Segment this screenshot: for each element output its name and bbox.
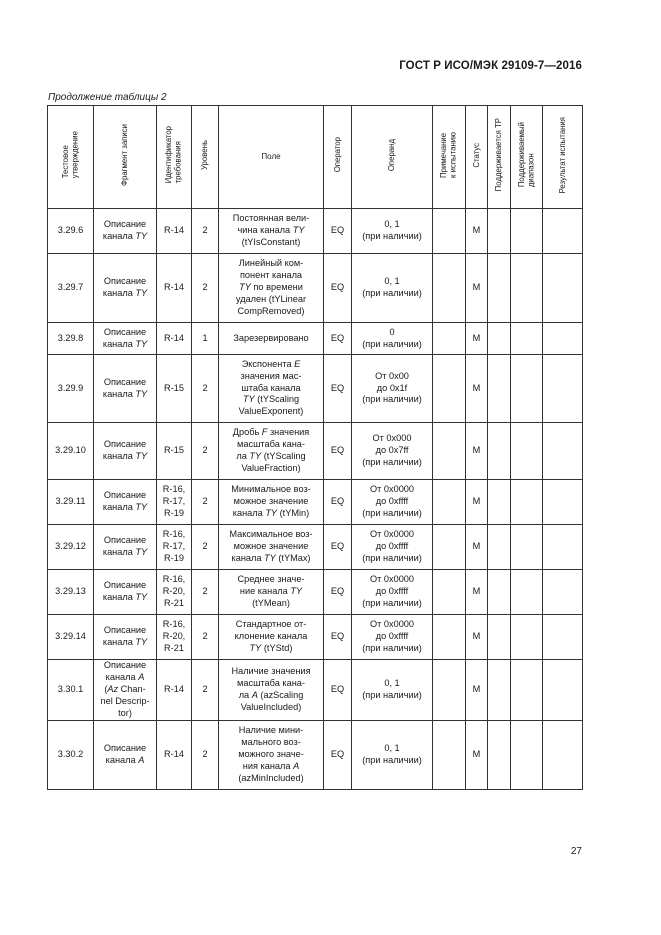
cell-operator: EQ	[324, 720, 352, 789]
cell-test-note	[433, 480, 466, 525]
cell-level: 1	[192, 323, 219, 355]
cell-requirement-id: R-14	[157, 323, 192, 355]
cell-operand: От 0x00 до 0x1f (при наличии)	[352, 355, 433, 423]
cell-test-assertion: 3.29.9	[48, 355, 94, 423]
cell-supported-range	[511, 570, 543, 615]
cell-supported-range	[511, 525, 543, 570]
cell-tr-supported	[488, 323, 511, 355]
cell-tr-supported	[488, 720, 511, 789]
cell-test-result	[543, 660, 583, 721]
cell-test-assertion: 3.30.1	[48, 660, 94, 721]
requirements-table	[47, 105, 583, 790]
cell-supported-range	[511, 254, 543, 323]
cell-record-fragment: Описание канала TY	[94, 323, 157, 355]
col-header-requirement-id: Идентификатор требования	[157, 106, 192, 209]
cell-test-result	[543, 423, 583, 480]
cell-field: Зарезервировано	[219, 323, 324, 355]
cell-test-note	[433, 423, 466, 480]
cell-record-fragment: Описание канала TY	[94, 480, 157, 525]
table-row	[48, 615, 583, 660]
table-row	[48, 209, 583, 254]
cell-test-assertion: 3.29.14	[48, 615, 94, 660]
cell-status: M	[466, 323, 488, 355]
cell-status: M	[466, 209, 488, 254]
cell-test-result	[543, 355, 583, 423]
cell-requirement-id: R-16, R-20, R-21	[157, 615, 192, 660]
cell-status: M	[466, 254, 488, 323]
cell-field: Минимальное воз- можное значение канала TY (tYMin)	[219, 480, 324, 525]
cell-tr-supported	[488, 209, 511, 254]
cell-operator: EQ	[324, 525, 352, 570]
col-header-test-assertion: Тестовое утверждение	[48, 106, 94, 209]
cell-requirement-id: R-15	[157, 355, 192, 423]
col-header-status: Статус	[466, 106, 488, 209]
cell-supported-range	[511, 209, 543, 254]
cell-record-fragment: Описание канала TY	[94, 615, 157, 660]
table-row	[48, 254, 583, 323]
table-row	[48, 720, 583, 789]
cell-level: 2	[192, 525, 219, 570]
cell-field: Постоянная вели- чина канала TY (tYIsConstant)	[219, 209, 324, 254]
cell-requirement-id: R-16, R-20, R-21	[157, 570, 192, 615]
cell-level: 2	[192, 570, 219, 615]
cell-record-fragment: Описание канала TY	[94, 355, 157, 423]
cell-supported-range	[511, 480, 543, 525]
cell-requirement-id: R-14	[157, 209, 192, 254]
page-number: 27	[570, 846, 582, 857]
cell-test-note	[433, 525, 466, 570]
cell-field: Стандартное от- клонение канала TY (tYStd)	[219, 615, 324, 660]
cell-field: Наличие значения масштаба кана- ла A (azScaling ValueIncluded)	[219, 660, 324, 721]
cell-test-assertion: 3.30.2	[48, 720, 94, 789]
cell-test-assertion: 3.29.10	[48, 423, 94, 480]
cell-test-note	[433, 209, 466, 254]
cell-test-note	[433, 660, 466, 721]
cell-test-assertion: 3.29.6	[48, 209, 94, 254]
cell-test-assertion: 3.29.11	[48, 480, 94, 525]
cell-tr-supported	[488, 570, 511, 615]
cell-operator: EQ	[324, 209, 352, 254]
cell-requirement-id: R-16, R-17, R-19	[157, 480, 192, 525]
cell-tr-supported	[488, 525, 511, 570]
col-header-record-fragment: Фрагмент записи	[94, 106, 157, 209]
cell-record-fragment: Описание канала TY	[94, 423, 157, 480]
cell-status: M	[466, 423, 488, 480]
cell-status: M	[466, 480, 488, 525]
cell-operator: EQ	[324, 254, 352, 323]
cell-operand: От 0x0000 до 0xffff (при наличии)	[352, 570, 433, 615]
cell-test-note	[433, 615, 466, 660]
cell-tr-supported	[488, 660, 511, 721]
cell-test-note	[433, 720, 466, 789]
cell-test-result	[543, 570, 583, 615]
cell-level: 2	[192, 254, 219, 323]
cell-test-assertion: 3.29.8	[48, 323, 94, 355]
col-header-supported-range: Поддерживаемый диапазон	[511, 106, 543, 209]
table-row	[48, 480, 583, 525]
cell-supported-range	[511, 355, 543, 423]
cell-level: 2	[192, 355, 219, 423]
cell-operator: EQ	[324, 355, 352, 423]
cell-supported-range	[511, 323, 543, 355]
cell-requirement-id: R-14	[157, 720, 192, 789]
cell-operand: 0, 1 (при наличии)	[352, 720, 433, 789]
cell-operator: EQ	[324, 570, 352, 615]
cell-tr-supported	[488, 355, 511, 423]
cell-tr-supported	[488, 254, 511, 323]
cell-supported-range	[511, 720, 543, 789]
cell-requirement-id: R-14	[157, 660, 192, 721]
cell-test-result	[543, 209, 583, 254]
cell-tr-supported	[488, 423, 511, 480]
table-row	[48, 355, 583, 423]
cell-field: Максимальное воз- можное значение канала TY (tYMax)	[219, 525, 324, 570]
cell-test-note	[433, 355, 466, 423]
col-header-operand: Операнд	[352, 106, 433, 209]
table-row	[48, 323, 583, 355]
col-header-field: Поле	[219, 106, 324, 209]
cell-supported-range	[511, 615, 543, 660]
cell-requirement-id: R-14	[157, 254, 192, 323]
cell-operand: От 0x0000 до 0xffff (при наличии)	[352, 525, 433, 570]
cell-test-result	[543, 525, 583, 570]
cell-tr-supported	[488, 615, 511, 660]
cell-test-note	[433, 570, 466, 615]
cell-operand: 0, 1 (при наличии)	[352, 209, 433, 254]
col-header-level: Уровень	[192, 106, 219, 209]
cell-record-fragment: Описание канала A (Az Chan- nel Descrip- tor)	[94, 660, 157, 721]
table-row	[48, 570, 583, 615]
cell-status: M	[466, 615, 488, 660]
cell-requirement-id: R-15	[157, 423, 192, 480]
cell-field: Наличие мини- мального воз- можного значе- ния канала A (azMinIncluded)	[219, 720, 324, 789]
cell-test-assertion: 3.29.12	[48, 525, 94, 570]
cell-test-result	[543, 720, 583, 789]
cell-operand: 0 (при наличии)	[352, 323, 433, 355]
table-header-row	[48, 106, 583, 209]
cell-record-fragment: Описание канала TY	[94, 570, 157, 615]
cell-operand: От 0x0000 до 0xffff (при наличии)	[352, 480, 433, 525]
table-row	[48, 660, 583, 721]
cell-level: 2	[192, 423, 219, 480]
cell-level: 2	[192, 660, 219, 721]
cell-status: M	[466, 355, 488, 423]
cell-test-result	[543, 323, 583, 355]
cell-operator: EQ	[324, 480, 352, 525]
table-row	[48, 423, 583, 480]
col-header-tr-supported: Поддерживается ТР	[488, 106, 511, 209]
cell-level: 2	[192, 615, 219, 660]
table-caption: Продолжение таблицы 2	[48, 92, 167, 103]
col-header-operator: Оператор	[324, 106, 352, 209]
cell-level: 2	[192, 720, 219, 789]
cell-status: M	[466, 720, 488, 789]
cell-requirement-id: R-16, R-17, R-19	[157, 525, 192, 570]
cell-field: Среднее значе- ние канала TY (tYMean)	[219, 570, 324, 615]
cell-field: Экспонента E значения мас- штаба канала TY (tYScaling ValueExponent)	[219, 355, 324, 423]
cell-test-result	[543, 480, 583, 525]
cell-operand: 0, 1 (при наличии)	[352, 254, 433, 323]
cell-operator: EQ	[324, 660, 352, 721]
cell-test-result	[543, 254, 583, 323]
table-row	[48, 525, 583, 570]
cell-level: 2	[192, 209, 219, 254]
cell-supported-range	[511, 660, 543, 721]
cell-operand: От 0x000 до 0x7ff (при наличии)	[352, 423, 433, 480]
cell-status: M	[466, 660, 488, 721]
cell-test-note	[433, 254, 466, 323]
cell-tr-supported	[488, 480, 511, 525]
cell-test-assertion: 3.29.13	[48, 570, 94, 615]
col-header-test-result: Результат испытания	[543, 106, 583, 209]
cell-test-assertion: 3.29.7	[48, 254, 94, 323]
document-standard-header: ГОСТ Р ИСО/МЭК 29109-7—2016	[399, 60, 582, 72]
cell-operand: 0, 1 (при наличии)	[352, 660, 433, 721]
cell-operator: EQ	[324, 615, 352, 660]
col-header-test-note: Примечание к испытанию	[433, 106, 466, 209]
cell-field: Дробь F значения масштаба кана- ла TY (tYScaling ValueFraction)	[219, 423, 324, 480]
cell-test-result	[543, 615, 583, 660]
cell-field: Линейный ком- понент канала TY по времени удален (tYLinear CompRemoved)	[219, 254, 324, 323]
cell-record-fragment: Описание канала TY	[94, 254, 157, 323]
cell-status: M	[466, 570, 488, 615]
cell-operator: EQ	[324, 323, 352, 355]
cell-operand: От 0x0000 до 0xffff (при наличии)	[352, 615, 433, 660]
cell-operator: EQ	[324, 423, 352, 480]
cell-test-note	[433, 323, 466, 355]
cell-status: M	[466, 525, 488, 570]
cell-record-fragment: Описание канала TY	[94, 525, 157, 570]
cell-supported-range	[511, 423, 543, 480]
cell-record-fragment: Описание канала A	[94, 720, 157, 789]
cell-record-fragment: Описание канала TY	[94, 209, 157, 254]
cell-level: 2	[192, 480, 219, 525]
